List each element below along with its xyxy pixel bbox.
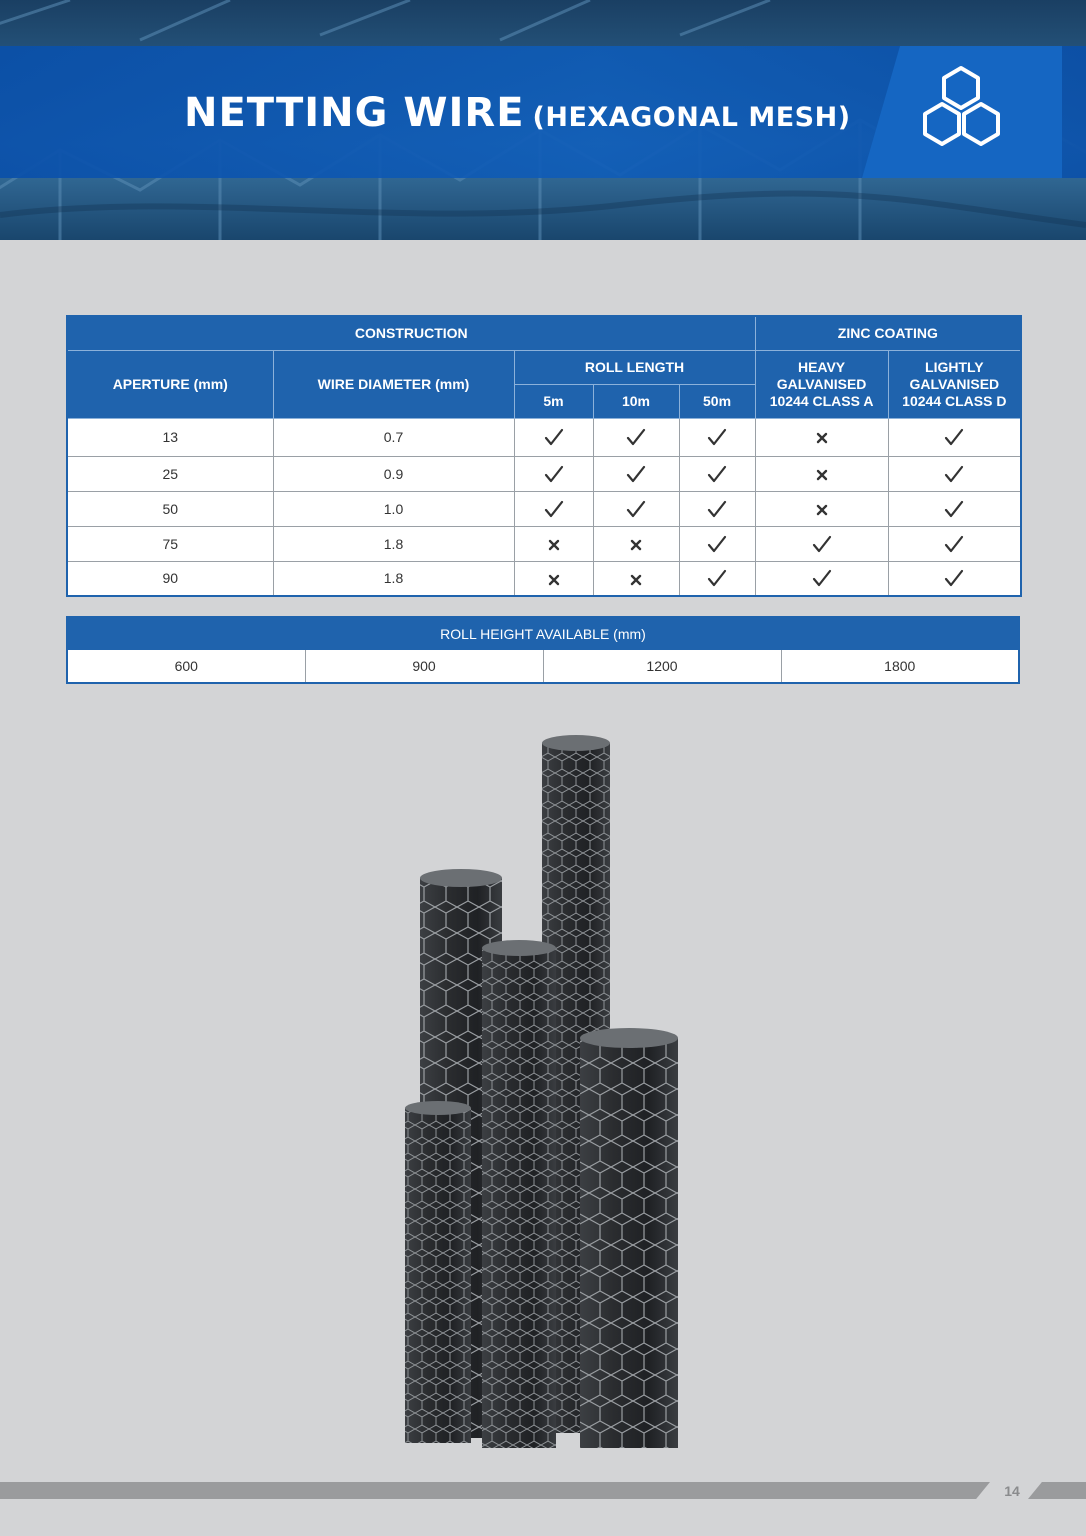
lightly-galvanised-cell xyxy=(888,526,1021,561)
check-icon xyxy=(626,500,646,518)
roll-middle xyxy=(482,940,556,1448)
aperture-cell: 13 xyxy=(67,418,273,456)
aperture-cell: 75 xyxy=(67,526,273,561)
wire-diameter-cell: 1.0 xyxy=(273,491,514,526)
check-icon xyxy=(707,465,727,483)
roll-front-left xyxy=(405,1101,471,1443)
header-aperture: APERTURE (mm) xyxy=(67,350,273,418)
page-number: 14 xyxy=(1004,1483,1020,1499)
roll-50m-cell xyxy=(679,456,755,491)
hexagon-mesh-logo-icon xyxy=(862,46,1062,178)
roll-5m-cell xyxy=(514,491,593,526)
cross-icon xyxy=(548,574,560,586)
roll-50m-cell xyxy=(679,526,755,561)
heavy-galvanised-cell xyxy=(755,526,888,561)
title-sub: (HEXAGONAL MESH) xyxy=(532,102,851,133)
table-row xyxy=(67,526,1021,561)
check-icon xyxy=(944,535,964,553)
check-icon xyxy=(944,500,964,518)
roll-50m-cell xyxy=(679,561,755,596)
header-roll-length: ROLL LENGTH xyxy=(514,350,755,384)
wire-diameter-cell: 0.7 xyxy=(273,418,514,456)
check-icon xyxy=(707,500,727,518)
table-row xyxy=(67,456,1021,491)
check-icon xyxy=(944,569,964,587)
check-icon xyxy=(812,535,832,553)
check-icon xyxy=(944,465,964,483)
lightly-galvanised-cell xyxy=(888,418,1021,456)
netting-wire-rolls-image xyxy=(380,725,700,1465)
roll-10m-cell xyxy=(593,491,679,526)
roll-height-1800: 1800 xyxy=(781,650,1019,683)
header-lightly-galvanised: LIGHTLY GALVANISED 10244 CLASS D xyxy=(888,350,1021,418)
wire-diameter-cell: 1.8 xyxy=(273,526,514,561)
roll-5m-cell xyxy=(514,418,593,456)
check-icon xyxy=(812,569,832,587)
lightly-galvanised-cell xyxy=(888,491,1021,526)
footer-bar-right xyxy=(1028,1482,1086,1499)
footer-bar xyxy=(0,1482,990,1499)
wire-diameter-cell: 0.9 xyxy=(273,456,514,491)
table-row xyxy=(67,650,1019,683)
cross-icon xyxy=(816,504,828,516)
aperture-cell: 90 xyxy=(67,561,273,596)
table-row xyxy=(67,491,1021,526)
roll-right xyxy=(580,1028,678,1448)
page-title xyxy=(184,90,851,136)
roll-10m-cell xyxy=(593,456,679,491)
check-icon xyxy=(544,428,564,446)
check-icon xyxy=(544,465,564,483)
check-icon xyxy=(707,569,727,587)
aperture-cell: 50 xyxy=(67,491,273,526)
spec-table xyxy=(66,315,1022,597)
check-icon xyxy=(626,428,646,446)
roll-5m-cell xyxy=(514,526,593,561)
lightly-galvanised-cell xyxy=(888,561,1021,596)
check-icon xyxy=(707,535,727,553)
roll-5m-cell xyxy=(514,561,593,596)
header-heavy-galvanised: HEAVY GALVANISED 10244 CLASS A xyxy=(755,350,888,418)
roll-10m-cell xyxy=(593,418,679,456)
roll-height-table xyxy=(66,616,1020,684)
cross-icon xyxy=(548,539,560,551)
header-zinc-coating: ZINC COATING xyxy=(755,316,1021,350)
cross-icon xyxy=(630,574,642,586)
cross-icon xyxy=(816,432,828,444)
heavy-galvanised-cell xyxy=(755,418,888,456)
header-roll-50m: 50m xyxy=(679,384,755,418)
header-construction: CONSTRUCTION xyxy=(67,316,755,350)
table-row xyxy=(67,561,1021,596)
heavy-galvanised-cell xyxy=(755,561,888,596)
header-roll-5m: 5m xyxy=(514,384,593,418)
check-icon xyxy=(944,428,964,446)
heavy-galvanised-cell xyxy=(755,456,888,491)
cross-icon xyxy=(816,469,828,481)
roll-height-600: 600 xyxy=(67,650,305,683)
lightly-galvanised-cell xyxy=(888,456,1021,491)
roll-50m-cell xyxy=(679,491,755,526)
check-icon xyxy=(707,428,727,446)
roll-height-1200: 1200 xyxy=(543,650,781,683)
heavy-galvanised-cell xyxy=(755,491,888,526)
wire-diameter-cell: 1.8 xyxy=(273,561,514,596)
roll-50m-cell xyxy=(679,418,755,456)
check-icon xyxy=(544,500,564,518)
aperture-cell: 25 xyxy=(67,456,273,491)
table-row xyxy=(67,418,1021,456)
roll-height-900: 900 xyxy=(305,650,543,683)
header-wire-diameter: WIRE DIAMETER (mm) xyxy=(273,350,514,418)
spec-table-body xyxy=(67,418,1021,596)
check-icon xyxy=(626,465,646,483)
roll-10m-cell xyxy=(593,526,679,561)
header-roll-10m: 10m xyxy=(593,384,679,418)
roll-height-title: ROLL HEIGHT AVAILABLE (mm) xyxy=(67,617,1019,650)
roll-5m-cell xyxy=(514,456,593,491)
roll-10m-cell xyxy=(593,561,679,596)
cross-icon xyxy=(630,539,642,551)
title-main: NETTING WIRE xyxy=(184,90,525,136)
header-banner xyxy=(0,0,1086,240)
